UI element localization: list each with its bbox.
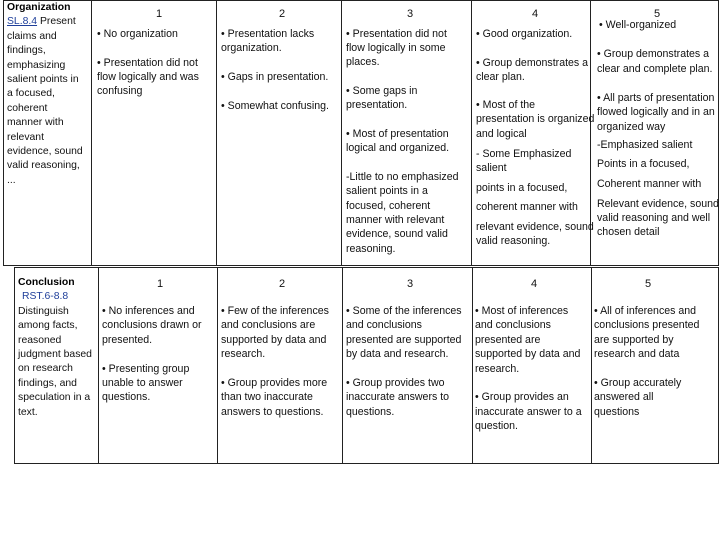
org-level5-text: • Well-organized	[599, 19, 677, 31]
criterion-line: on research	[18, 363, 73, 375]
org-level3-text: • Some gaps in	[346, 85, 418, 97]
org-level3-text: focused, coherent	[346, 200, 431, 212]
org-level3-text: -Little to no emphasized	[346, 171, 459, 183]
org-level5-text: organized way	[597, 121, 666, 133]
organization-rubric-table	[3, 0, 719, 266]
criterion-line: evidence, sound	[7, 146, 83, 158]
org-level2-text: • Presentation lacks	[221, 28, 315, 40]
org-level3-text: • Most of presentation	[346, 128, 449, 140]
concl-level2-text: • Group provides more	[221, 377, 328, 389]
criterion-line: ...	[7, 174, 16, 186]
org-level4-text: valid reasoning.	[476, 235, 551, 247]
org-level3-text: flow logically in some	[346, 42, 446, 54]
concl-level5-text: • Group accurately	[594, 377, 682, 389]
criterion-line: speculation in a	[18, 392, 91, 404]
organization-criterion	[7, 1, 83, 188]
concl-level5-text: conclusions presented	[594, 319, 700, 331]
org-level4-text: and logical	[476, 128, 527, 140]
criterion-line: valid reasoning,	[7, 160, 80, 172]
conclusion-rubric-table	[14, 267, 719, 464]
criterion-line: relevant	[7, 131, 44, 143]
score-header-3: 3	[406, 8, 414, 20]
concl-level5-text: questions	[594, 406, 640, 418]
concl-level4-text: presented are	[475, 334, 541, 346]
org-level3-text: salient points in a	[346, 185, 428, 197]
org-level2-text: organization.	[221, 42, 282, 54]
concl-level4-text: and conclusions	[475, 319, 551, 331]
org-level5-text: Points in a focused,	[597, 158, 690, 170]
concl-level3-text: • Some of the inferences	[346, 305, 462, 317]
standard-rst-6-8-8: RST.6-8.8	[22, 291, 69, 303]
concl-level5-text: • All of inferences and	[594, 305, 697, 317]
concl-level1-text: presented.	[102, 334, 153, 346]
org-level4-text: presentation is organized	[476, 113, 595, 125]
organization-title: Organization	[7, 2, 71, 13]
org-level3-text: presentation.	[346, 99, 408, 111]
org-level3-text: evidence, sound valid	[346, 228, 448, 240]
concl-level5-text: research and data	[594, 348, 680, 360]
concl-level3-text: inaccurate answers to	[346, 391, 450, 403]
conclusion-criterion	[18, 276, 92, 420]
score-header-1: 1	[155, 8, 163, 20]
standard-link-sl-8-4[interactable]: SL.8.4	[7, 16, 38, 28]
org-level3-text: places.	[346, 56, 380, 68]
score-header-3: 3	[406, 278, 414, 290]
concl-level1-text: unable to answer	[102, 377, 183, 389]
org-level4-text: • Group demonstrates a	[476, 57, 589, 69]
concl-level2-text: supported by data and	[221, 334, 327, 346]
concl-level5-text: are supported by	[594, 334, 674, 346]
criterion-line: Distinguish	[18, 305, 69, 317]
concl-level1-text: conclusions drawn or	[102, 319, 202, 331]
org-level1-text: confusing	[97, 85, 143, 97]
org-level4-text: salient	[476, 162, 507, 174]
criterion-line: among facts,	[18, 320, 78, 332]
org-level4-text: coherent manner with	[476, 201, 578, 213]
org-level4-text: relevant evidence, sound	[476, 221, 594, 233]
concl-level4-text: • Most of inferences	[475, 305, 569, 317]
concl-level1-text: • No inferences and	[102, 305, 195, 317]
concl-level2-text: answers to questions.	[221, 406, 324, 418]
conclusion-title: Conclusion	[18, 277, 75, 288]
concl-level4-text: inaccurate answer to a	[475, 406, 582, 418]
org-level3-text: manner with relevant	[346, 214, 445, 226]
concl-level4-text: question.	[475, 420, 518, 432]
score-header-4: 4	[531, 8, 539, 20]
concl-level3-text: presented are supported	[346, 334, 462, 346]
org-level4-text: points in a focused,	[476, 182, 568, 194]
criterion-line: a focused,	[7, 88, 55, 100]
concl-level3-text: by data and research.	[346, 348, 449, 360]
org-level5-text: chosen detail	[597, 226, 660, 238]
org-level3-text: logical and organized.	[346, 142, 450, 154]
criterion-line: manner with	[7, 117, 64, 129]
org-level5-text: Relevant evidence, sound	[597, 198, 719, 210]
concl-level3-text: • Group provides two	[346, 377, 445, 389]
org-level5-text: • All parts of presentation	[597, 92, 715, 104]
score-header-1: 1	[156, 278, 164, 290]
org-level5-text: • Group demonstrates a	[597, 48, 710, 60]
org-level4-text: clear plan.	[476, 71, 525, 83]
org-level3-text: • Presentation did not	[346, 28, 447, 40]
score-header-4: 4	[530, 278, 538, 290]
concl-level4-text: supported by data and	[475, 348, 581, 360]
criterion-line: emphasizing	[7, 59, 66, 71]
score-header-2: 2	[278, 8, 286, 20]
org-level1-text: flow logically and was	[97, 71, 199, 83]
concl-level3-text: and conclusions	[346, 319, 422, 331]
org-level5-text: flowed logically and in an	[597, 106, 715, 118]
org-level1-text: • No organization	[97, 28, 178, 40]
concl-level2-text: • Few of the inferences	[221, 305, 329, 317]
concl-level2-text: than two inaccurate	[221, 391, 313, 403]
concl-level3-text: questions.	[346, 406, 395, 418]
org-level1-text: • Presentation did not	[97, 57, 198, 69]
score-header-5: 5	[653, 8, 661, 20]
score-header-5: 5	[644, 278, 652, 290]
org-level5-text: valid reasoning and well	[597, 212, 711, 224]
criterion-line: text.	[18, 406, 38, 418]
org-level5-text: -Emphasized salient	[597, 139, 693, 151]
org-level2-text: • Somewhat confusing.	[221, 100, 329, 112]
org-level2-text: • Gaps in presentation.	[221, 71, 329, 83]
org-level4-text: • Good organization.	[476, 28, 573, 40]
criterion-line: coherent	[7, 102, 48, 114]
criterion-line: judgment based	[18, 349, 92, 361]
concl-level1-text: questions.	[102, 391, 151, 403]
concl-level4-text: research.	[475, 363, 520, 375]
criterion-line: salient points in	[7, 74, 79, 86]
criterion-line: claims and	[7, 30, 57, 42]
concl-level2-text: and conclusions are	[221, 319, 316, 331]
criterion-line: reasoned	[18, 334, 62, 346]
criterion-line: findings,	[7, 45, 46, 57]
criterion-line: findings, and	[18, 377, 77, 389]
org-level4-text: • Most of the	[476, 99, 536, 111]
concl-level2-text: research.	[221, 348, 266, 360]
score-header-2: 2	[278, 278, 286, 290]
concl-level5-text: answered all	[594, 391, 654, 403]
org-level5-text: Coherent manner with	[597, 178, 702, 190]
concl-level4-text: • Group provides an	[475, 391, 569, 403]
criterion-line: Present	[39, 16, 76, 28]
org-level4-text: - Some Emphasized	[476, 148, 572, 160]
org-level3-text: reasoning.	[346, 243, 396, 255]
concl-level1-text: • Presenting group	[102, 363, 190, 375]
org-level5-text: clear and complete plan.	[597, 63, 713, 75]
